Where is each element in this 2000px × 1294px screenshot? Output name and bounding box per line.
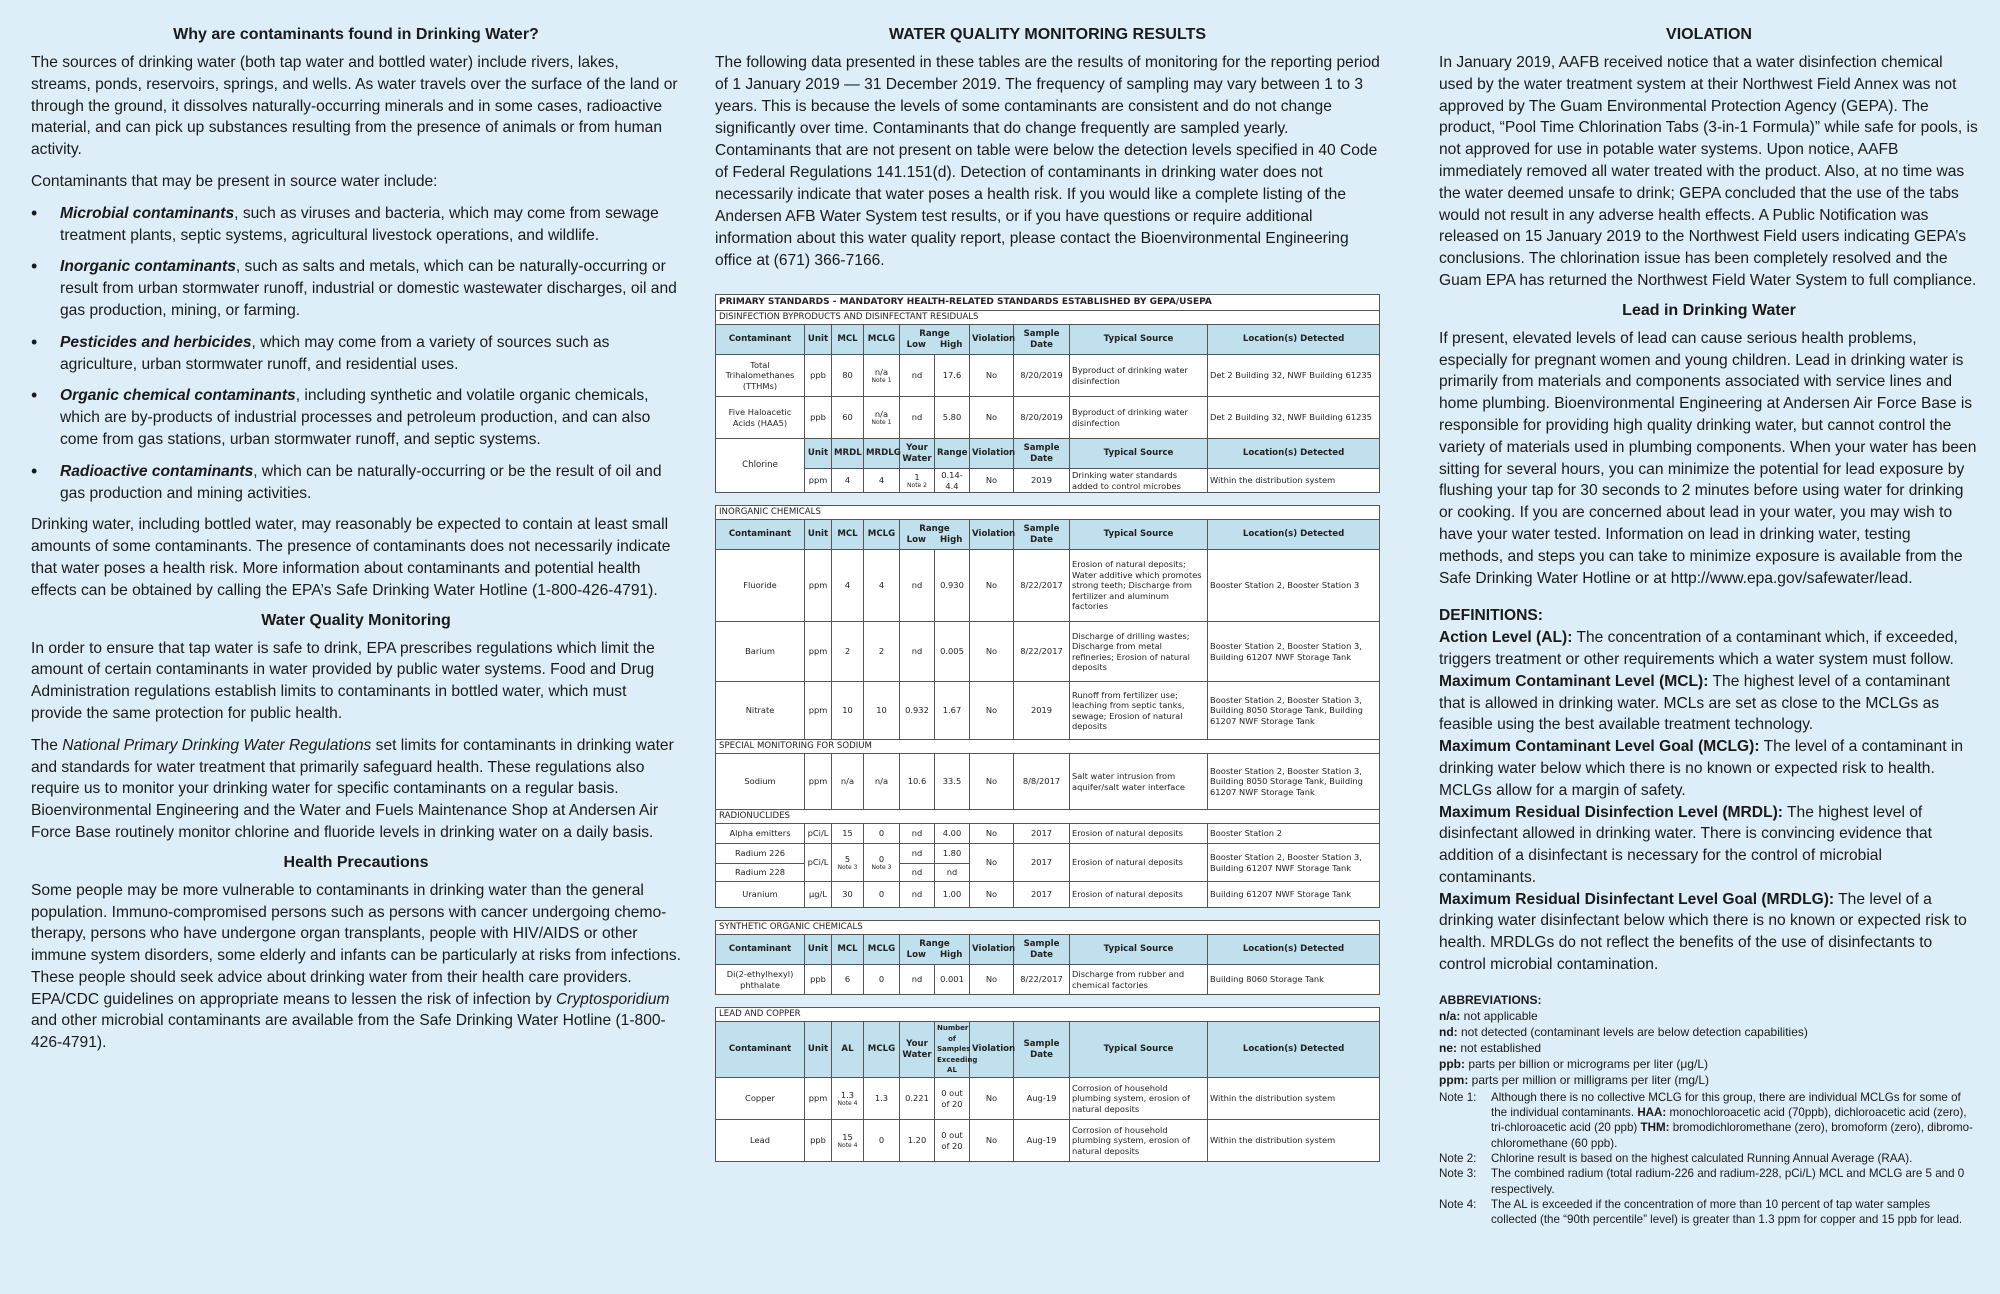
heading-contaminants: Why are contaminants found in Drinking Water?	[173, 26, 539, 43]
definition-item: Maximum Contaminant Level Goal (MCLG): The level of a contaminant in drinking water below which there is no known or expected risk to health. MCLGs allow for a margin of safety.	[1439, 738, 1963, 799]
paragraph-npdwr: The National Primary Drinking Water Regulations set limits for contaminants in drinking water and standards for water treatment that primarily safeguard health. These regulations also require us to monitor your drinking water for specific contaminants on a regular basis. Bioenvironmental Engineering and the Water and Fuels Maintenance Shop at Andersen Air Force Base routinely monitor chlorine and fluoride levels in drinking water on a daily basis.	[31, 736, 674, 841]
table-inorganic	[715, 505, 1380, 908]
list-item: • Radioactive contaminants, which can be naturally-occurring or be the result of oil and gas production and mining activities.	[31, 461, 681, 505]
table-header: Contaminant Unit MCL MCLG Range Low High Violation Sample Date Typical Source Location(s) Detected	[716, 935, 1380, 965]
heading-lead: Lead in Drinking Water	[1622, 301, 1796, 319]
heading-monitoring: Water Quality Monitoring	[261, 611, 451, 629]
table-subtitle: DISINFECTION BYPRODUCTS AND DISINFECTANT RESIDUALS	[716, 311, 1380, 325]
heading-health: Health Precautions	[283, 853, 429, 871]
list-item: • Pesticides and herbicides, which may come from a variety of sources such as agriculture, urban stormwater runoff, and residential uses.	[31, 332, 681, 376]
abbreviation-item: ppm: parts per million or milligrams per liter (mg/L)	[1439, 1072, 1710, 1087]
column-right	[1439, 26, 1979, 1228]
paragraph-results: The following data presented in these tables are the results of monitoring for the reporting period of 1 January 2019 — 31 December 2019. The frequency of sampling may vary between 1 to 3 years. This is because the levels of some contaminants are consistent and do not change significantly over time. Contaminants that do change frequently are sampled yearly. Contaminants that are not present on table were below the detection levels specified in 40 Code of Federal Regulations 141.151(d). Detection of contaminants in drinking water does not necessarily indicate that water poses a health risk. If you would like a complete listing of the Andersen AFB Water System test results, or if you have questions or require additional information about this water quality report, please contact the Bioenvironmental Engineering office at (671) 366-7166.	[715, 54, 1380, 269]
contaminant-list	[31, 203, 681, 505]
table-row: Fluoride ppm 4 4 nd 0.930 No 8/22/2017 Erosion of natural deposits; Water additive which promotes strong teeth; Discharge from fertilizer and aluminum factories Booster Station 2, Booster Station 3	[716, 550, 1380, 622]
table-row: Radium 228 nd nd	[716, 864, 1380, 882]
definition-item: Action Level (AL): The concentration of a contaminant which, if exceeded, triggers treatment or other requirements which a water system must follow.	[1439, 629, 1958, 668]
abbreviation-item: nd: not detected (contaminant levels are below detection capabilities)	[1439, 1024, 1808, 1039]
abbreviation-item: ne: not established	[1439, 1040, 1542, 1055]
table-row: Di(2-ethylhexyl) phthalate ppb 6 0 nd 0.001 No 8/22/2017 Discharge from rubber and chemical factories Building 8060 Storage Tank	[716, 965, 1380, 995]
note-item: Note 3: The combined radium (total radium-226 and radium-228, pCi/L) MCL and MCLG are 5 and 0 respectively.	[1439, 1167, 1965, 1196]
table-row: ppm 4 4 1 Note 2 0.14-4.4 No 2019 Drinking water standards added to control microbes Within the distribution system	[716, 469, 1380, 493]
column-left	[31, 26, 681, 1064]
table-subtitle: LEAD AND COPPER	[716, 1008, 1380, 1022]
abbreviations	[1439, 992, 1979, 1088]
definitions-heading: DEFINITIONS:	[1439, 607, 1543, 625]
table-subtitle: SPECIAL MONITORING FOR SODIUM	[716, 740, 1380, 754]
paragraph-violation: In January 2019, AAFB received notice that a water disinfection chemical used by the water treatment system at their Northwest Field Annex was not approved by The Guam Environmental Protection Agency (GEPA). The product, “Pool Time Chlorination Tabs (3-in-1 Formula)” while safe for pools, is not approved for use in potable water systems. Upon notice, AAFB immediately removed all water treated with the product. Also, at no time was the water deemed unsafe to drink; GEPA concluded that the use of the tabs would not result in any adverse health effects. A Public Notification was released on 15 January 2019 to the Northwest Field users indicating GEPA’s conclusions. The chlorination issue has been completely resolved and the Guam EPA has returned the Northwest Field Water System to full compliance.	[1439, 54, 1978, 289]
definitions	[1439, 605, 1979, 976]
heading-violation: VIOLATION	[1666, 26, 1752, 43]
table-header: Contaminant Unit AL MCLG Your Water Number of Samples Exceeding AL Violation Sample Date Typical Source Location(s) Detected	[716, 1022, 1380, 1078]
table-header: Contaminant Unit MCL MCLG Range Low High Violation Sample Date Typical Source Location(s) Detected	[716, 325, 1380, 355]
table-row: Radium 226 pCi/L 5 Note 3 0 Note 3 nd 1.80 No 2017 Erosion of natural deposits Booster Station 2, Booster Station 3, Building 61207 NWF Storage Tank	[716, 844, 1380, 864]
table-header: Contaminant Unit MCL MCLG Range Low High Violation Sample Date Typical Source Location(s) Detected	[716, 520, 1380, 550]
table-subtitle: SYNTHETIC ORGANIC CHEMICALS	[716, 921, 1380, 935]
heading-results: WATER QUALITY MONITORING RESULTS	[888, 26, 1207, 43]
abbreviation-item: n/a: not applicable	[1439, 1008, 1538, 1023]
notes	[1439, 1090, 1979, 1228]
table-subtitle: RADIONUCLIDES	[716, 810, 1380, 824]
note-item: Note 2: Chlorine result is based on the highest calculated Running Annual Average (RAA).	[1439, 1152, 1913, 1166]
list-item: • Inorganic contaminants, such as salts and metals, which can be naturally-occurring or result from urban stormwater runoff, industrial or domestic wastewater discharges, oil and gas production, mining, or farming.	[31, 256, 681, 321]
table-row: Alpha emitters pCi/L 15 0 nd 4.00 No 2017 Erosion of natural deposits Booster Station 2	[716, 824, 1380, 844]
table-row: Barium ppm 2 2 nd 0.005 No 8/22/2017 Discharge of drilling wastes; Discharge from metal refineries; Erosion of natural deposits Booster Station 2, Booster Station 3, Building 61207 NWF Storage Tank	[716, 622, 1380, 682]
paragraph-monitoring: In order to ensure that tap water is safe to drink, EPA prescribes regulations which limit the amount of certain contaminants in water provided by public water systems. Food and Drug Administration regulations establish limits to contaminants in bottled water, which must provide the same protection for public health.	[31, 639, 655, 722]
abbreviations-heading: ABBREVIATIONS:	[1439, 992, 1542, 1007]
list-item: • Organic chemical contaminants, including synthetic and volatile organic chemicals, which are by-products of industrial processes and petroleum production, and can also come from gas stations, urban stormwater runoff, and septic systems.	[31, 385, 681, 450]
note-item: Note 1: Although there is no collective MCLG for this group, there are individual MCLGs for some of the individual contaminants. HAA: monochloroacetic acid (70ppb), dichloroacetic acid (zero), tri-chloroacetic acid (20 ppb) THM: bromodichloromethane (zero), bromoform (zero), dibromo-chloromethane (60 ppb).	[1439, 1090, 1973, 1150]
abbreviation-item: ppb: parts per billion or micrograms per liter (μg/L)	[1439, 1056, 1708, 1071]
paragraph-lead: If present, elevated levels of lead can cause serious health problems, especially for pregnant women and young children. Lead in drinking water is primarily from materials and components associated with service lines and home plumbing. Bioenvironmental Engineering at Andersen Air Force Base is responsible for providing high quality drinking water, but cannot control the variety of materials used in plumbing components. When your water has been sitting for several hours, you can minimize the potential for lead exposure by flushing your tap for 30 seconds to 2 minutes before using water for drinking or cooking. If you are concerned about lead in your water, you may wish to have your water tested. Information on lead in drinking water, testing methods, and steps you can take to minimize exposure is available from the Safe Drinking Water Hotline or at http://www.epa.gov/safewater/lead.	[1439, 329, 1977, 587]
table-synthetic	[715, 920, 1380, 995]
list-item: • Microbial contaminants, such as viruses and bacteria, which may come from sewage treatment plants, septic systems, agricultural livestock operations, and wildlife.	[31, 203, 681, 247]
definition-item: Maximum Residual Disinfectant Level Goal (MRDLG): The level of a drinking water disinfectant below which there is no known or expected risk to health. MRDLGs do not reflect the benefits of the use of disinfectants to control microbial contamination.	[1439, 890, 1967, 974]
table-row: Copper ppm 1.3 Note 4 1.3 0.221 0 out of 20 No Aug-19 Corrosion of household plumbing system, erosion of natural deposits Within the distribution system	[716, 1078, 1380, 1120]
table-row: Total Trihalomethanes (TTHMs) ppb 80 n/a Note 1 nd 17.6 No 8/20/2019 Byproduct of drinking water disinfection Det 2 Building 32, NWF Building 61235	[716, 355, 1380, 397]
table-header: Chlorine Unit MRDL MRDLG Your Water Range Violation Sample Date Typical Source Location(s) Detected	[716, 439, 1380, 469]
paragraph-may-be-present: Contaminants that may be present in source water include:	[31, 172, 438, 190]
paragraph-bottled-water: Drinking water, including bottled water, may reasonably be expected to contain at least small amounts of some contaminants. The presence of contaminants does not necessarily indicate that water poses a health risk. More information about contaminants and potential health effects can be obtained by calling the EPA’s Safe Drinking Water Hotline (1-800-426-4791).	[31, 516, 671, 599]
table-lead-copper	[715, 1007, 1380, 1162]
table-row: Uranium μg/L 30 0 nd 1.00 No 2017 Erosion of natural deposits Building 61207 NWF Storage Tank	[716, 882, 1380, 908]
table-row: Lead ppb 15 Note 4 0 1.20 0 out of 20 No Aug-19 Corrosion of household plumbing system, erosion of natural deposits Within the distribution system	[716, 1120, 1380, 1162]
paragraph-health: Some people may be more vulnerable to contaminants in drinking water than the general population. Immuno-compromised persons such as persons with cancer undergoing chemo-therapy, persons who have undergone organ transplants, people with HIV/AIDS or other immune system disorders, some elderly and infants can be particularly at risks from infections. These people should seek advice about drinking water from their health care providers. EPA/CDC guidelines on appropriate means to lessen the risk of infection by Cryptosporidium and other microbial contaminants are available from the Safe Drinking Water Hotline (1-800-426-4791).	[31, 881, 681, 1052]
note-item: Note 4: The AL is exceeded if the concentration of more than 10 percent of tap water samples collected (the “90th percentile” level) is greater than 1.3 ppm for copper and 15 ppb for lead.	[1439, 1197, 1963, 1227]
definition-item: Maximum Residual Disinfection Level (MRDL): The highest level of disinfectant allowed in drinking water. There is convincing evidence that addition of a disinfectant is necessary for the control of microbial contaminants.	[1439, 803, 1932, 886]
paragraph-sources: The sources of drinking water (both tap water and bottled water) include rivers, lakes, streams, ponds, reservoirs, springs, and wells. As water travels over the surface of the land or through the ground, it dissolves naturally-occurring minerals and in some cases, radioactive material, and can pick up substances resulting from the presence of animals or from human activity.	[31, 54, 678, 159]
table-row: Five Haloacetic Acids (HAA5) ppb 60 n/a Note 1 nd 5.80 No 8/20/2019 Byproduct of drinking water disinfection Det 2 Building 32, NWF Building 61235	[716, 397, 1380, 439]
column-middle	[715, 26, 1380, 1162]
table-subtitle: INORGANIC CHEMICALS	[716, 506, 1380, 520]
table-disinfection	[715, 294, 1380, 493]
table-row: Nitrate ppm 10 10 0.932 1.67 No 2019 Runoff from fertilizer use; leaching from septic tanks, sewage; Erosion of natural deposits Booster Station 2, Booster Station 3, Building 8050 Storage Tank, Building 61207 NWF Storage Tank	[716, 682, 1380, 740]
definition-item: Maximum Contaminant Level (MCL): The highest level of a contaminant that is allowed in drinking water. MCLs are set as close to the MCLGs as feasible using the best available treatment technology.	[1439, 672, 1951, 734]
table-title: PRIMARY STANDARDS - MANDATORY HEALTH-RELATED STANDARDS ESTABLISHED BY GEPA/USEPA	[716, 295, 1380, 311]
table-row: Sodium ppm n/a n/a 10.6 33.5 No 8/8/2017 Salt water intrusion from aquifer/salt water interface Booster Station 2, Booster Station 3, Building 8050 Storage Tank, Building 61207 NWF Storage Tank	[716, 754, 1380, 810]
